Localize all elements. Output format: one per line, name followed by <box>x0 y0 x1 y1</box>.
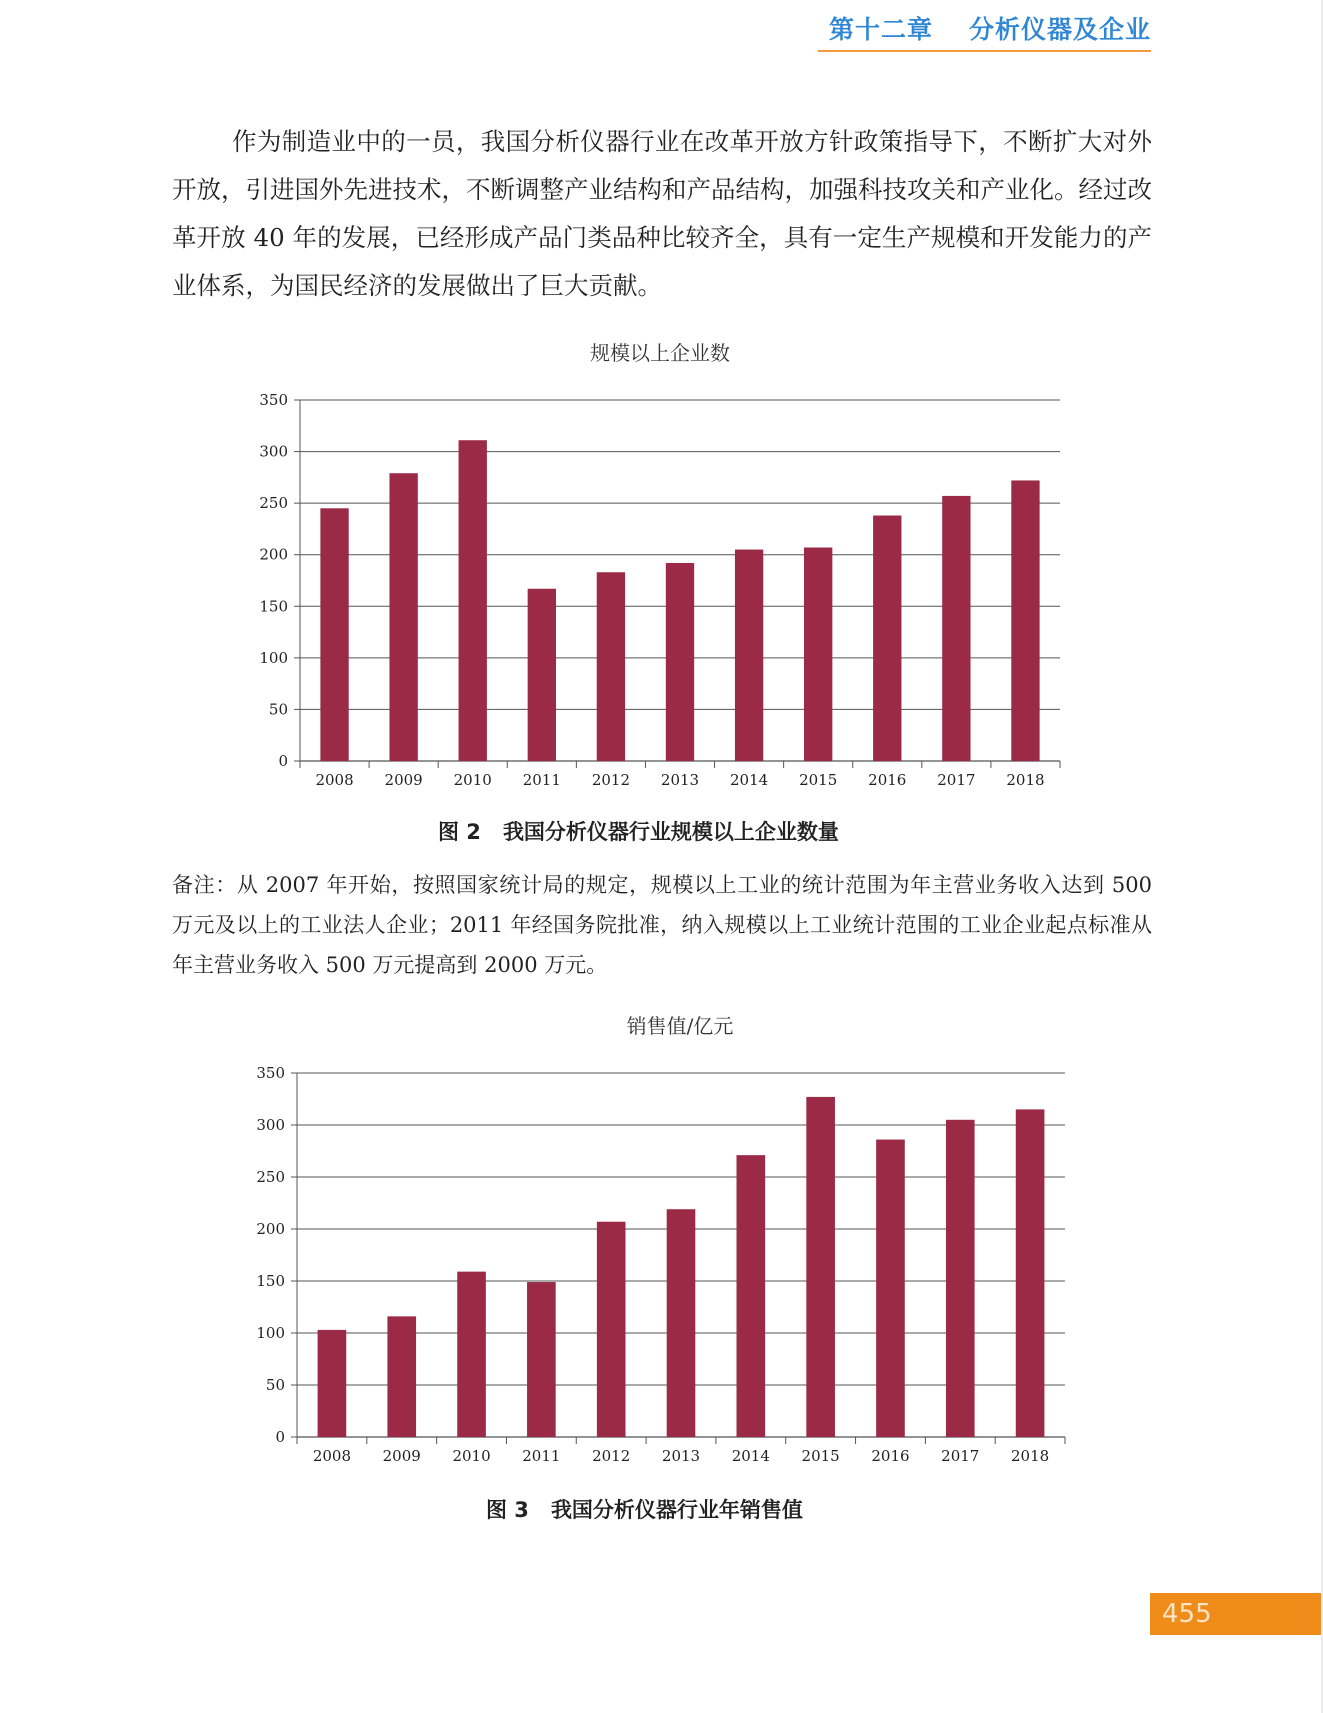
chart2-ytick-label: 50 <box>265 1376 285 1394</box>
chart1-xtick-label: 2012 <box>591 771 631 789</box>
chart2-xtick-label: 2018 <box>1010 1447 1050 1465</box>
chart2-bar-2017 <box>946 1120 975 1437</box>
figure2-title: 我国分析仪器行业规模以上企业数量 <box>502 820 839 844</box>
chart1-ytick-label: 350 <box>259 391 288 409</box>
chart1-ytick-label: 300 <box>259 442 288 461</box>
chart1-xtick-label: 2011 <box>522 771 561 789</box>
chart2-ytick-label: 200 <box>256 1220 285 1238</box>
chart2-bar-2013 <box>667 1209 696 1437</box>
chart1-ytick-label: 150 <box>259 597 288 616</box>
chart1-xtick-label: 2010 <box>453 771 492 789</box>
chart2-bar-2015 <box>806 1097 835 1437</box>
figure2-label: 图 2 <box>438 820 481 844</box>
chapter-title: 分析仪器及企业 <box>968 15 1151 44</box>
chart2-bar-2008 <box>318 1330 347 1437</box>
chart2-xtick-label: 2013 <box>661 1447 701 1465</box>
chart2-bar-2009 <box>387 1316 416 1437</box>
chart1-xtick-label: 2009 <box>384 771 423 789</box>
chart1-xtick-label: 2008 <box>315 771 354 789</box>
figure3-label: 图 3 <box>486 1498 529 1522</box>
chart1-xtick-label: 2014 <box>729 771 769 789</box>
figure2-note: 备注：从 2007 年开始，按照国家统计局的规定，规模以上工业的统计范围为年主营业务收入达到 500 万元及以上的工业法人企业；2011 年经国务院批准，纳入规模以上工业统计范围的工业企业起点标准从年主营业务收入 500 万元提高到 2000 万元。 <box>172 873 1152 977</box>
chart2-bar-2016 <box>876 1140 905 1437</box>
chart1-ytick-label: 100 <box>259 648 288 667</box>
chart2-bar-2014 <box>737 1155 766 1437</box>
chart1-xtick-label: 2016 <box>868 771 907 789</box>
chart2-ytick-label: 100 <box>256 1324 285 1342</box>
chart2-bar-2010 <box>457 1272 486 1437</box>
chart1-ytick-label: 250 <box>259 494 288 513</box>
page-number: 455 <box>1162 1599 1212 1629</box>
chart1-xtick-label: 2015 <box>799 771 838 789</box>
chart1-ytick-label: 0 <box>278 752 288 770</box>
chart2-xtick-label: 2015 <box>801 1447 840 1465</box>
chart1-xtick-label: 2018 <box>1006 771 1045 789</box>
chart2-xtick-label: 2012 <box>592 1447 631 1465</box>
page-number-badge <box>1150 1593 1323 1635</box>
chart2-ytick-label: 300 <box>256 1116 285 1134</box>
chart2-xtick-label: 2017 <box>941 1447 980 1465</box>
chart1-xtick-label: 2013 <box>660 771 700 789</box>
intro-paragraph: 作为制造业中的一员，我国分析仪器行业在改革开放方针政策指导下，不断扩大对外开放，引进国外先进技术，不断调整产业结构和产品结构，加强科技攻关和产业化。经过改革开放 40 年的发展，已经形成产品门类品种比较齐全，具有一定生产规模和开发能力的产业体系，为国民经济的发展做出了巨大贡献。 <box>172 127 1152 300</box>
chart2-xtick-label: 2011 <box>522 1447 561 1465</box>
chart2-bar-2012 <box>597 1222 626 1437</box>
figure3-caption <box>486 1494 803 1524</box>
chart2-title: 销售值/亿元 <box>626 1014 734 1038</box>
chart1-ytick-label: 200 <box>259 545 288 564</box>
chart2-ytick-label: 0 <box>275 1428 285 1446</box>
chart1-xtick-label: 2017 <box>937 771 976 789</box>
chart2-xtick-label: 2016 <box>871 1447 910 1465</box>
chart2-bar-2018 <box>1016 1109 1045 1437</box>
chart2-xtick-label: 2014 <box>731 1447 770 1465</box>
figure3-title: 我国分析仪器行业年销售值 <box>550 1498 803 1522</box>
chart2-bar-2011 <box>527 1282 556 1437</box>
chart1-title: 规模以上企业数 <box>590 341 730 365</box>
chart2-ytick-label: 150 <box>256 1272 285 1290</box>
chart2-xtick-label: 2009 <box>382 1447 421 1465</box>
chart2-ytick-label: 350 <box>256 1064 285 1082</box>
chart2-ytick-label: 250 <box>256 1168 285 1186</box>
chart2-xtick-label: 2010 <box>452 1447 491 1465</box>
chapter-number: 第十二章 <box>828 15 933 44</box>
chart2-xtick-label: 2008 <box>312 1447 352 1465</box>
chart1-ytick-label: 50 <box>268 700 288 719</box>
